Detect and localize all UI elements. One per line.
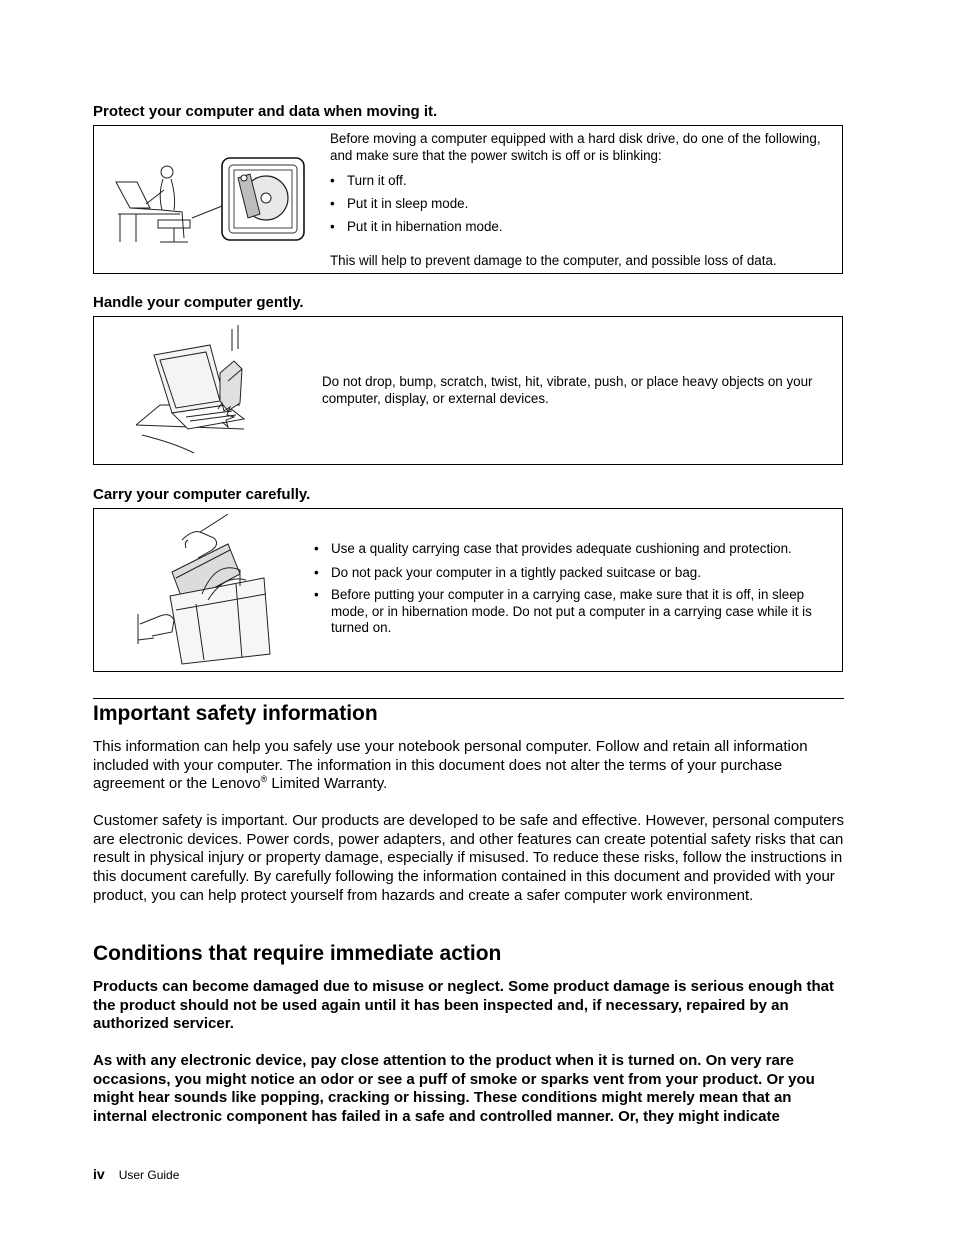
carry-item: • Do not pack your computer in a tightly packed suitcase or bag. bbox=[314, 565, 836, 582]
conditions-paragraph-1: Products can become damaged due to misuse or neglect. Some product damage is serious enough that the product should not be used again until it has been inspected and, if necessary, repaired by an authorized servicer. bbox=[93, 978, 834, 1033]
gently-heading: Handle your computer gently. bbox=[93, 294, 304, 311]
conditions-paragraph-2: As with any electronic device, pay close attention to the product when it is turned on. On very rare occasions, you might notice an odor or see a puff of smoke or sparks vent from your product. Or you might hear sounds like popping, cracking or hissing. These conditions might merely mean that an internal electronic component has failed in a safe and controlled manner. Or, they might indicate bbox=[93, 1052, 815, 1126]
moving-item: • Put it in sleep mode. bbox=[330, 196, 830, 213]
moving-text bbox=[330, 131, 830, 269]
moving-outro: This will help to prevent damage to the computer, and possible loss of data. bbox=[330, 252, 777, 268]
footer-title: User Guide bbox=[118, 1168, 180, 1182]
moving-list bbox=[330, 173, 830, 236]
moving-item: • Put it in hibernation mode. bbox=[330, 219, 830, 236]
registered-mark: ® bbox=[260, 774, 268, 785]
safety-paragraph-2: Customer safety is important. Our products are developed to be safe and effective. However, personal computers are electronic devices. Power cords, power adapters, and other features can create potential safety risks that can result in physical injury or property damage, especially if misused. To reduce these risks, follow the instructions in this document carefully. By carefully following the information contained in this document and provided with your product, you can help protect yourself from hazards and create a safer computer work environment. bbox=[93, 812, 844, 904]
conditions-title: Conditions that require immediate action bbox=[93, 942, 502, 965]
page-footer bbox=[93, 1166, 179, 1182]
moving-heading: Protect your computer and data when moving it. bbox=[93, 103, 438, 120]
moving-item: • Turn it off. bbox=[330, 173, 830, 190]
safety-p1-end: Limited Warranty. bbox=[267, 775, 388, 793]
carry-item: • Before putting your computer in a carrying case, make sure that it is off, in sleep mode, or in hibernation mode. Do not put a computer in a carrying case while it is turned on. bbox=[314, 587, 836, 637]
safety-p1-text: This information can help you safely use your notebook personal computer. Follow and retain all information included with your computer. The information in this document does not alter the terms of your purchase agreement or the Lenovo bbox=[93, 738, 808, 793]
gently-box bbox=[93, 316, 843, 465]
carry-text bbox=[314, 541, 836, 637]
moving-intro: Before moving a computer equipped with a hard disk drive, do one of the following, and make sure that the power switch is off or is blinking: bbox=[330, 131, 821, 163]
moving-box bbox=[93, 125, 843, 274]
carry-heading: Carry your computer carefully. bbox=[93, 486, 311, 503]
carry-item: • Use a quality carrying case that provides adequate cushioning and protection. bbox=[314, 541, 836, 558]
safety-paragraph-1 bbox=[93, 738, 845, 794]
carrying-case-illustration bbox=[136, 514, 276, 666]
carry-box bbox=[93, 508, 843, 672]
safety-title: Important safety information bbox=[93, 702, 378, 725]
carry-list bbox=[314, 541, 836, 637]
page-number: iv bbox=[93, 1166, 105, 1182]
moving-computer-illustration bbox=[110, 154, 306, 246]
gently-text: Do not drop, bump, scratch, twist, hit, vibrate, push, or place heavy objects on your computer, display, or external devices. bbox=[322, 374, 813, 406]
drop-impact-illustration bbox=[134, 325, 276, 457]
section-divider bbox=[93, 698, 844, 699]
